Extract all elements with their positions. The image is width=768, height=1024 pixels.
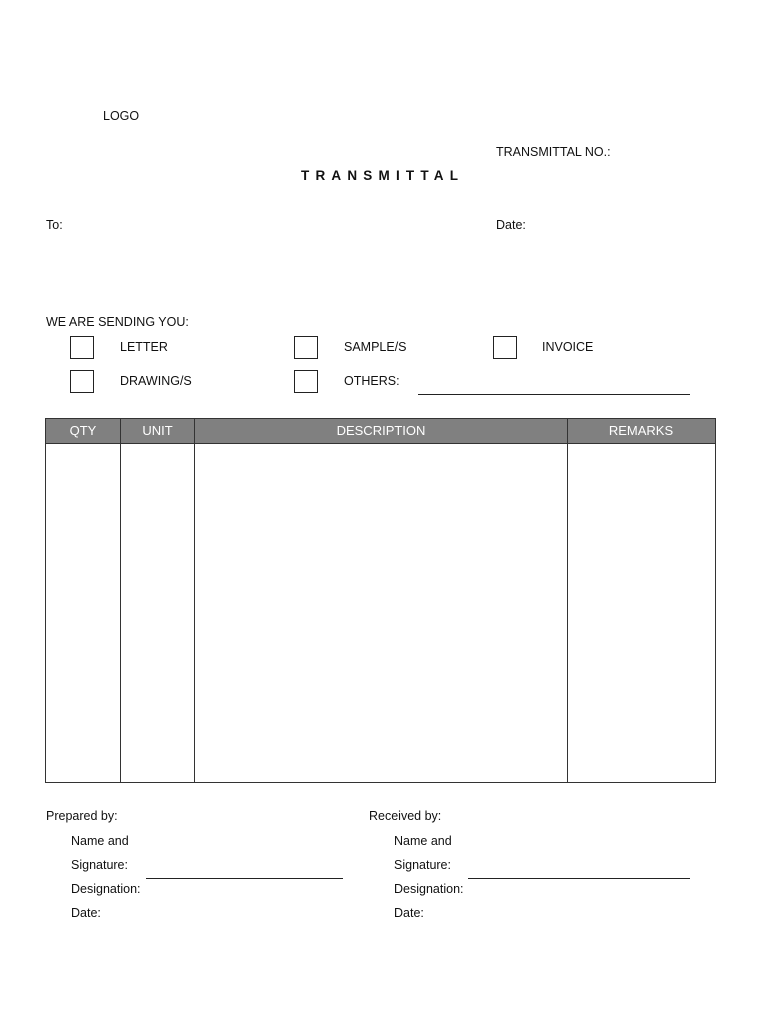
received-signature-line[interactable]	[468, 878, 690, 879]
invoice-option-label: INVOICE	[542, 340, 594, 354]
prepared-date-label: Date:	[71, 906, 101, 920]
prepared-name-label: Name and	[71, 834, 129, 848]
others-checkbox[interactable]	[294, 370, 318, 393]
logo-placeholder: LOGO	[103, 109, 140, 123]
items-table	[45, 418, 716, 783]
sending-heading: WE ARE SENDING YOU:	[46, 315, 189, 329]
received-name-label: Name and	[394, 834, 452, 848]
received-signature-label: Signature:	[394, 858, 451, 872]
remarks-column-header: REMARKS	[608, 423, 674, 438]
column-divider	[194, 419, 195, 782]
received-by-heading: Received by:	[369, 809, 442, 823]
received-designation-label: Designation:	[394, 882, 464, 896]
letter-option-label: LETTER	[120, 340, 168, 354]
unit-column-header: UNIT	[142, 423, 173, 438]
prepared-designation-label: Designation:	[71, 882, 141, 896]
drawing-checkbox[interactable]	[70, 370, 94, 393]
page-title: TRANSMITTAL	[301, 168, 465, 183]
date-label: Date:	[496, 218, 526, 232]
sample-option-label: SAMPLE/S	[344, 340, 407, 354]
prepared-by-heading: Prepared by:	[46, 809, 118, 823]
prepared-signature-label: Signature:	[71, 858, 128, 872]
column-divider	[120, 419, 121, 782]
transmittal-no-label: TRANSMITTAL NO.:	[496, 145, 611, 159]
letter-checkbox[interactable]	[70, 336, 94, 359]
invoice-checkbox[interactable]	[493, 336, 517, 359]
prepared-signature-line[interactable]	[146, 878, 343, 879]
qty-column-header: QTY	[69, 423, 97, 438]
items-table-header	[46, 419, 715, 444]
received-date-label: Date:	[394, 906, 424, 920]
column-divider	[567, 419, 568, 782]
sample-checkbox[interactable]	[294, 336, 318, 359]
description-column-header: DESCRIPTION	[336, 423, 426, 438]
others-option-label: OTHERS:	[344, 374, 400, 388]
drawing-option-label: DRAWING/S	[120, 374, 192, 388]
others-specify-line[interactable]	[418, 394, 690, 395]
to-label: To:	[46, 218, 63, 232]
